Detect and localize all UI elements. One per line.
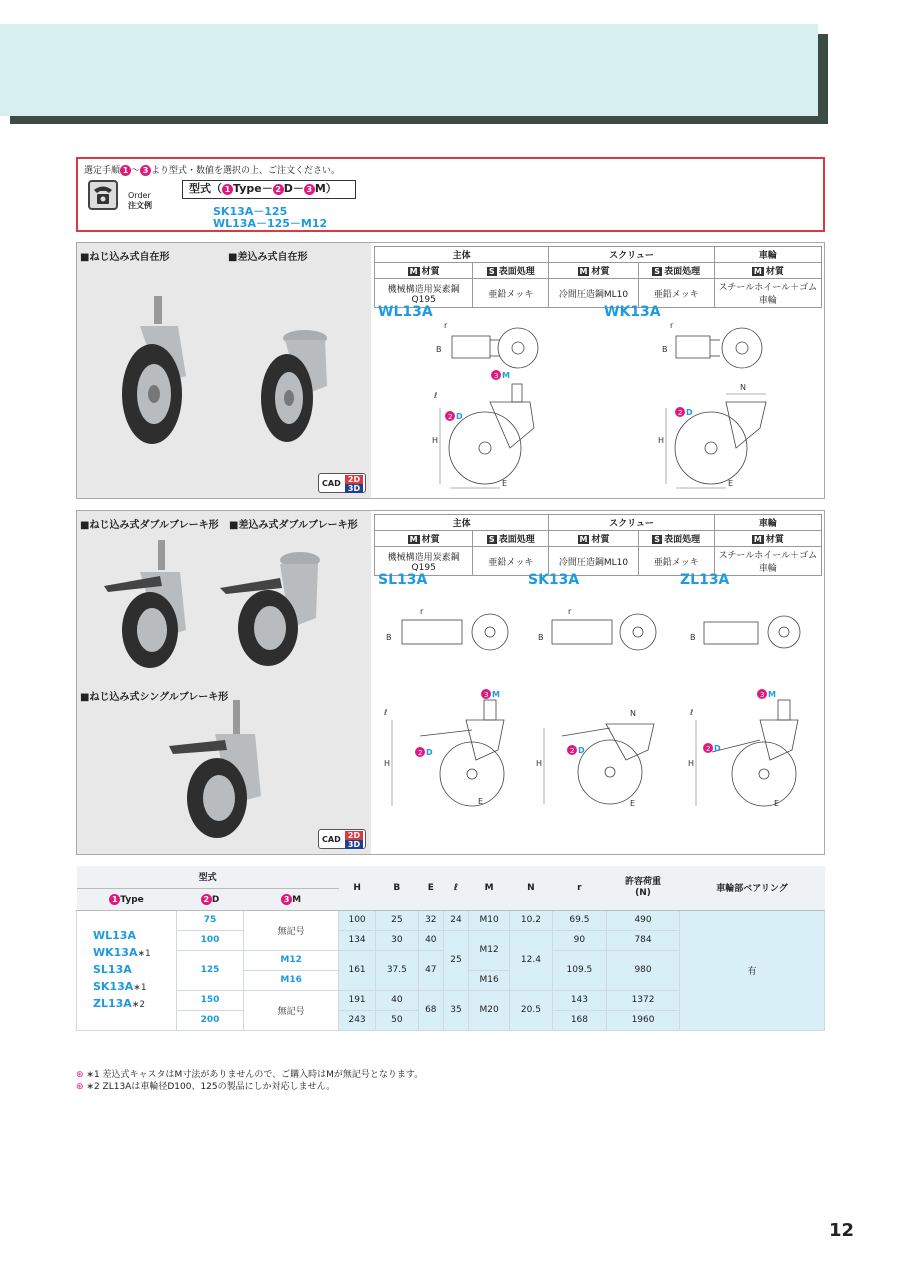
- model-zl13a: ZL13A: [680, 572, 730, 588]
- caster-photo-single-brake-screw: [165, 700, 275, 840]
- svg-text:2: 2: [448, 413, 453, 421]
- svg-text:N: N: [630, 709, 636, 718]
- th-type: 1 Type: [77, 888, 177, 910]
- svg-text:3: 3: [494, 372, 499, 380]
- label-plug-swivel: ■差込み式自在形: [228, 252, 308, 263]
- svg-text:M: M: [492, 690, 500, 699]
- drawing-wl13a: [430, 318, 590, 493]
- order-model-format: 型式（ 1 Type－ 2 D－ 3 M）: [182, 180, 356, 199]
- model-sl13a: SL13A: [378, 572, 428, 588]
- svg-text:r: r: [568, 607, 572, 616]
- page-number: 12: [828, 1220, 854, 1241]
- caster-photo-screw: [110, 296, 210, 446]
- label-screw-double-brake: ■ねじ込み式ダブルブレーキ形: [80, 520, 219, 531]
- svg-text:ℓ: ℓ: [384, 708, 388, 717]
- label-screw-single-brake: ■ねじ込み式シングルブレーキ形: [80, 692, 229, 703]
- header-banner-shadow: [818, 34, 828, 124]
- svg-text:H: H: [432, 436, 439, 445]
- caster-photo-double-brake-screw: [100, 540, 210, 670]
- svg-text:3: 3: [760, 691, 765, 699]
- model-wl13a: WL13A: [378, 304, 433, 320]
- svg-text:2: 2: [706, 745, 711, 753]
- spec-table-1: 主体 スクリュー 車輪 M 材質 S 表面処理 M 材質 S 表面処理 M 材質 機械構造用炭素鋼 Q195 亜鉛メッキ 冷間圧造鋼ML10 亜鉛メッキ スチールホイール＋ゴム車輪: [374, 246, 822, 308]
- header-banner: [0, 24, 818, 116]
- svg-text:B: B: [690, 633, 696, 642]
- label-screw-swivel: ■ねじ込み式自在形: [80, 252, 170, 263]
- model-list: WL13A WK13A∗1 SL13A SK13A∗1 ZL13A∗2: [77, 910, 177, 1030]
- svg-text:D: D: [686, 408, 693, 417]
- svg-text:H: H: [536, 759, 543, 768]
- order-phone-icon: [88, 180, 118, 210]
- caster-photo-double-brake-plug: [220, 548, 330, 668]
- order-instruction: 選定手順 1 ～ 3 より型式・数値を選択の上、ご注文ください。: [84, 166, 341, 176]
- svg-text:r: r: [420, 607, 424, 616]
- note-2: ⊛ ∗2 ZL13Aは車輪径D100、125の製品にしか対応しません。: [76, 1082, 336, 1092]
- svg-text:r: r: [444, 321, 448, 330]
- svg-text:E: E: [774, 799, 780, 808]
- svg-text:2: 2: [678, 409, 683, 417]
- svg-text:r: r: [670, 321, 674, 330]
- cad-badge-2[interactable]: CAD 2D 3D: [318, 829, 366, 849]
- svg-text:D: D: [578, 746, 585, 755]
- drawing-sk13a: [532, 600, 672, 850]
- note-1: ⊛ ∗1 差込式キャスタはM寸法がありませんので、ご購入時はMが無記号となります。: [76, 1070, 424, 1080]
- svg-text:M: M: [768, 690, 776, 699]
- svg-text:ℓ: ℓ: [690, 708, 694, 717]
- drawing-wk13a: [656, 318, 816, 493]
- svg-text:B: B: [386, 633, 392, 642]
- svg-text:H: H: [658, 436, 665, 445]
- drawing-zl13a: [684, 600, 824, 850]
- svg-text:B: B: [436, 345, 442, 354]
- svg-text:H: H: [688, 759, 695, 768]
- svg-text:2: 2: [570, 747, 575, 755]
- model-wk13a: WK13A: [604, 304, 661, 320]
- th-model: 型式: [77, 866, 339, 888]
- svg-text:3: 3: [484, 691, 489, 699]
- svg-text:N: N: [740, 383, 746, 392]
- spec-dimension-table: 型式 H B E ℓ M N r 許容荷重 (N) 車輪部ベアリング 1 Type 2 D 3 M WL13A WK13A∗1 SL13A SK13A∗1 ZL13A∗2 75 無記号 100 25 32 24 M10 10.2 69.5 490 有 100 134 30 40 25 M12 12.4 90 784 125 M12 161 37.5 47 109.5 980 M16 M16 150 無記号 191 40 68 35 M20 20.5 143 1372 200 243 50 168 1960: [76, 866, 825, 1031]
- svg-text:E: E: [630, 799, 636, 808]
- th-d: 2 D: [177, 888, 244, 910]
- th-m: 3 M: [244, 888, 339, 910]
- spec-table-2: 主体 スクリュー 車輪 M 材質 S 表面処理 M 材質 S 表面処理 M 材質 機械構造用炭素鋼 Q195 亜鉛メッキ 冷間圧造鋼ML10 亜鉛メッキ スチールホイール＋ゴム車輪: [374, 514, 822, 576]
- svg-text:H: H: [384, 759, 391, 768]
- svg-text:E: E: [728, 479, 734, 488]
- svg-text:D: D: [426, 748, 433, 757]
- svg-text:D: D: [714, 744, 721, 753]
- caster-photo-plug: [245, 326, 345, 446]
- label-plug-double-brake: ■差込み式ダブルブレーキ形: [229, 520, 358, 531]
- order-example-2: WL13A－125－M12: [213, 217, 328, 230]
- svg-text:B: B: [538, 633, 544, 642]
- order-label: Order 注文例: [128, 191, 152, 210]
- svg-text:M: M: [502, 371, 510, 380]
- svg-text:B: B: [662, 345, 668, 354]
- svg-text:2: 2: [418, 749, 423, 757]
- order-example-1: SK13A－125: [213, 205, 288, 218]
- model-sk13a: SK13A: [528, 572, 580, 588]
- svg-text:E: E: [502, 479, 508, 488]
- svg-text:E: E: [478, 797, 484, 806]
- header-banner-shadow-bottom: [10, 116, 828, 124]
- svg-text:ℓ: ℓ: [434, 391, 438, 400]
- drawing-sl13a: [380, 600, 530, 850]
- svg-text:D: D: [456, 412, 463, 421]
- cad-badge-1[interactable]: CAD 2D 3D: [318, 473, 366, 493]
